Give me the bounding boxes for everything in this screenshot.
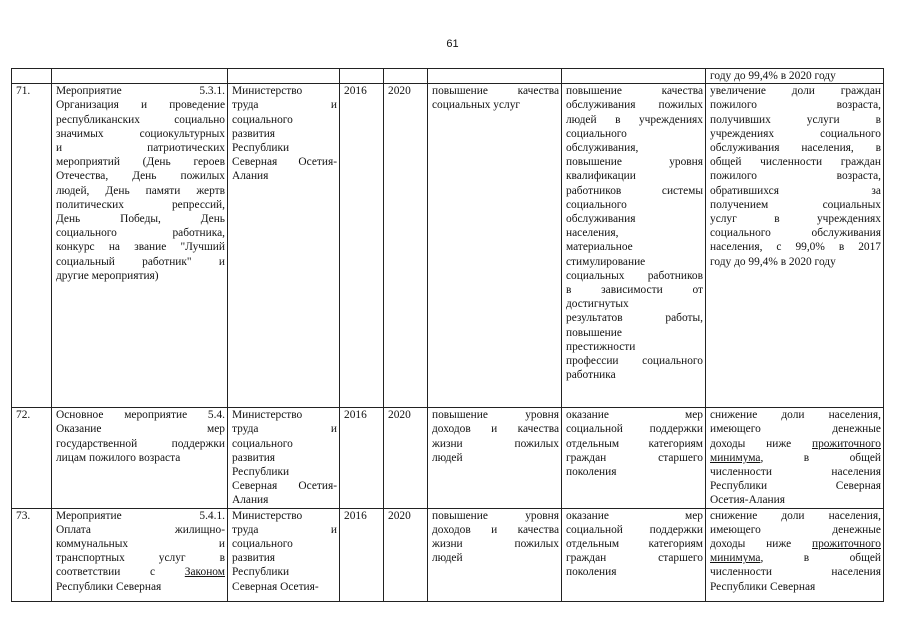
executor-line: социального (232, 437, 293, 450)
executor-line: труда и (232, 423, 337, 436)
executor-line: Республики (232, 466, 290, 479)
cell-result (562, 408, 706, 508)
indicator-line: году до 99,4% в 2020 году (710, 70, 836, 82)
indicator-line: минимума, в общей (710, 552, 881, 565)
cell-event (52, 84, 228, 408)
cell-end: 2020 (384, 508, 428, 601)
result-line: социального (566, 198, 627, 211)
link-text[interactable]: прожиточного (812, 538, 881, 551)
result-line: поколения (566, 466, 617, 479)
indicator-line: обратившихся за (710, 184, 881, 197)
cell-start: 2016 (340, 84, 384, 408)
result-line: в зависимости от (566, 284, 703, 297)
goal-line: повышение качества (432, 85, 559, 98)
indicator-line: минимума, в общей (710, 451, 881, 464)
cell-num: 72. (12, 408, 52, 508)
event-line: транспортных услуг в (56, 552, 225, 565)
cell-end: 2020 (384, 408, 428, 508)
cell-indicator (706, 84, 884, 408)
result-line: достигнутых (566, 298, 629, 311)
cell-start (340, 69, 384, 84)
event-line: людей, День памяти жертв (56, 184, 225, 197)
cell-event (52, 408, 228, 508)
link-text[interactable]: минимума (710, 451, 761, 464)
indicator-line: доходы ниже прожиточного (710, 437, 881, 450)
cell-executor (228, 408, 340, 508)
result-line: материальное (566, 241, 633, 254)
event-line: Мероприятие 5.4.1. (56, 509, 225, 522)
cell-result (562, 508, 706, 601)
cell-num (12, 69, 52, 84)
executor-line: развития (232, 127, 276, 140)
cell-end (384, 69, 428, 84)
indicator-line: социального обслуживания (710, 227, 881, 240)
result-line: социальной поддержки (566, 523, 703, 536)
event-line: соответствии с Законом (56, 566, 225, 579)
indicator-line: Республики Северная (710, 580, 816, 593)
cell-indicator (706, 508, 884, 601)
indicator-line: получивших услуги в (710, 113, 881, 126)
indicator-line: населения, с 99,0% в 2017 (710, 241, 881, 254)
cell-end: 2020 (384, 84, 428, 408)
result-line: повышение (566, 326, 622, 339)
event-line: социального работника, (56, 227, 225, 240)
event-line: конкурс на звание "Лучший (56, 241, 225, 254)
event-line: Мероприятие 5.3.1. (56, 85, 225, 98)
result-line: поколения (566, 566, 617, 579)
result-line: работника (566, 369, 616, 382)
executor-line: социального (232, 538, 293, 551)
result-line: стимулирование (566, 255, 646, 268)
indicator-line: увеличение доли граждан (710, 85, 881, 98)
event-line: другие мероприятия) (56, 269, 159, 282)
result-line: повышение качества (566, 85, 703, 98)
cell-goal (428, 69, 562, 84)
result-line: граждан старшего (566, 552, 703, 565)
cell-result (562, 69, 706, 84)
goal-line: доходов и качества (432, 423, 559, 436)
executor-line: развития (232, 451, 276, 464)
result-line: социальной поддержки (566, 423, 703, 436)
cell-num: 73. (12, 508, 52, 601)
event-line: и патриотических (56, 142, 225, 155)
event-line: Организация и проведение (56, 99, 225, 112)
result-line: повышение уровня (566, 156, 703, 169)
indicator-line: общей численности граждан (710, 156, 881, 169)
goal-line: жизни пожилых (432, 538, 559, 551)
event-line: социальный работник" и (56, 255, 225, 268)
executor-line: Алания (232, 494, 269, 507)
executor-line: Министерство (232, 85, 303, 98)
event-line: лицам пожилого возраста (56, 451, 181, 464)
link-text[interactable]: Законом (184, 566, 225, 579)
table-row (12, 84, 884, 408)
executor-line: Министерство (232, 409, 303, 422)
table-row (12, 508, 884, 601)
event-line: государственной поддержки (56, 437, 225, 450)
goal-line: доходов и качества (432, 523, 559, 536)
indicator-line: снижение доли населения, (710, 409, 881, 422)
executor-line: социального (232, 113, 293, 126)
goal-line: повышение уровня (432, 409, 559, 422)
event-line: День Победы, День (56, 213, 225, 226)
executor-line: труда и (232, 523, 337, 536)
event-line: значимых социокультурных (56, 127, 225, 140)
goal-line: социальных услуг (432, 99, 521, 112)
result-line: работников системы (566, 184, 703, 197)
goal-line: повышение уровня (432, 509, 559, 522)
result-line: обслуживания, (566, 142, 639, 155)
indicator-line: имеющего денежные (710, 423, 881, 436)
result-line: обслуживания (566, 213, 636, 226)
result-line: оказание мер (566, 509, 703, 522)
event-line: коммунальных и (56, 538, 225, 551)
event-line: Отечества, День пожилых (56, 170, 225, 183)
indicator-line: получением социальных (710, 198, 881, 211)
cell-goal (428, 84, 562, 408)
goal-line: людей (432, 451, 463, 464)
table-row (12, 408, 884, 508)
link-text[interactable]: минимума (710, 552, 761, 565)
cell-goal (428, 508, 562, 601)
executor-line: Северная Осетия- (232, 156, 337, 169)
event-line: Основное мероприятие 5.4. (56, 409, 225, 422)
executor-line: развития (232, 552, 276, 565)
indicator-line: Республики Северная (710, 480, 881, 493)
measures-table (11, 68, 884, 602)
result-line: населения, (566, 227, 619, 240)
cell-start: 2016 (340, 508, 384, 601)
executor-line: Республики (232, 142, 290, 155)
cell-event (52, 508, 228, 601)
page-number: 61 (446, 38, 459, 50)
goal-line: жизни пожилых (432, 437, 559, 450)
cell-executor (228, 84, 340, 408)
goal-line: людей (432, 552, 463, 565)
indicator-line: доходы ниже прожиточного (710, 538, 881, 551)
indicator-line: обслуживания населения, в (710, 142, 881, 155)
result-line: обслуживания пожилых (566, 99, 703, 112)
cell-result (562, 84, 706, 408)
executor-line: Алания (232, 170, 269, 183)
result-line: профессии социального (566, 355, 703, 368)
executor-line: Республики (232, 566, 290, 579)
result-line: отдельным категориям (566, 538, 703, 551)
indicator-line: численности населения (710, 466, 881, 479)
cell-goal (428, 408, 562, 508)
result-line: отдельным категориям (566, 437, 703, 450)
event-line: республиканских социально (56, 113, 225, 126)
result-line: граждан старшего (566, 451, 703, 464)
table-row-continued (12, 69, 884, 84)
executor-line: Северная Осетия- (232, 580, 319, 593)
result-line: результатов работы, (566, 312, 703, 325)
event-line: мероприятий (День героев (56, 156, 225, 169)
cell-executor (228, 508, 340, 601)
indicator-line: учреждениях социального (710, 127, 881, 140)
cell-start: 2016 (340, 408, 384, 508)
indicator-line: пожилого возраста, (710, 170, 881, 183)
indicator-line: Осетия-Алания (710, 494, 785, 507)
event-line: Оказание мер (56, 423, 225, 436)
result-line: оказание мер (566, 409, 703, 422)
result-line: людей в учреждениях (566, 113, 703, 126)
cell-indicator (706, 408, 884, 508)
event-line: Республики Северная (56, 580, 162, 593)
result-line: престижности (566, 340, 636, 353)
executor-line: Министерство (232, 509, 303, 522)
result-line: социального (566, 127, 627, 140)
indicator-line: снижение доли населения, (710, 509, 881, 522)
indicator-line: имеющего денежные (710, 523, 881, 536)
executor-line: Северная Осетия- (232, 480, 337, 493)
indicator-line: году до 99,4% в 2020 году (710, 255, 836, 268)
indicator-line: численности населения (710, 566, 881, 579)
cell-event (52, 69, 228, 84)
event-line: Оплата жилищно- (56, 523, 225, 536)
indicator-line: пожилого возраста, (710, 99, 881, 112)
result-line: социальных работников (566, 269, 703, 282)
event-line: политических репрессий, (56, 198, 225, 211)
cell-executor (228, 69, 340, 84)
indicator-line: услуг в учреждениях (710, 213, 881, 226)
executor-line: труда и (232, 99, 337, 112)
cell-indicator (706, 69, 884, 84)
result-line: квалификации (566, 170, 636, 183)
cell-num: 71. (12, 84, 52, 408)
link-text[interactable]: прожиточного (812, 437, 881, 450)
